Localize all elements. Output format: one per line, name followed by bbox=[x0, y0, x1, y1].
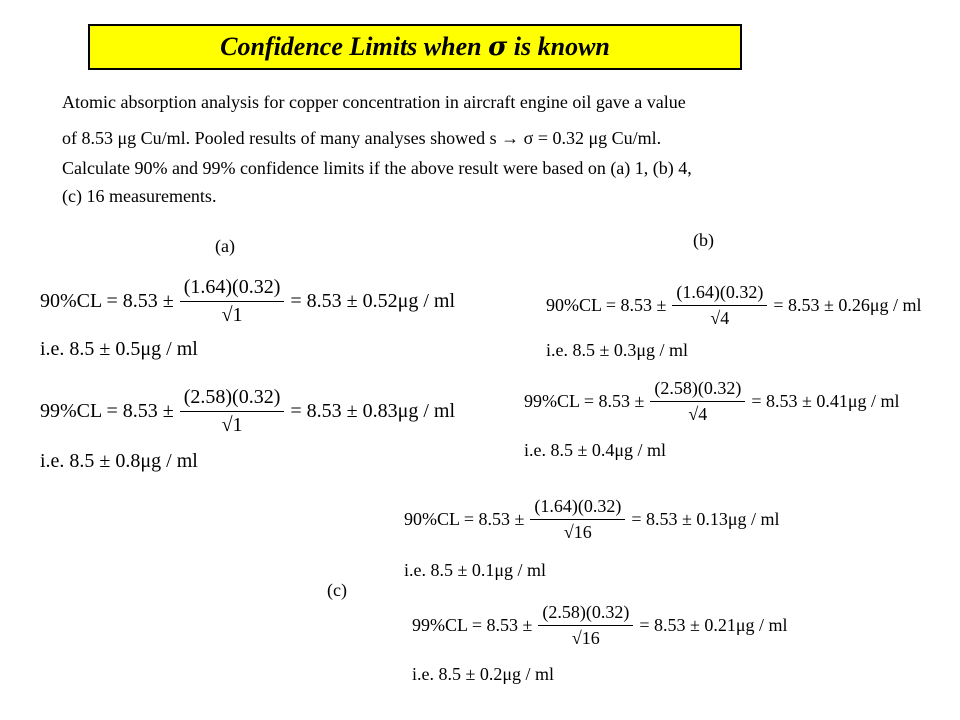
ie-a-99: i.e. 8.5 ± 0.8μg / ml bbox=[40, 450, 198, 472]
equation-c-90 bbox=[404, 496, 780, 543]
eq-lhs: 99%CL = 8.53 ± bbox=[40, 400, 174, 422]
equation-a-90 bbox=[40, 276, 455, 327]
ie-c-99: i.e. 8.5 ± 0.2μg / ml bbox=[412, 664, 555, 684]
eq-lhs: 90%CL = 8.53 ± bbox=[404, 509, 525, 529]
title-banner bbox=[88, 24, 742, 70]
eq-rhs: = 8.53 ± 0.52μg / ml bbox=[290, 290, 456, 312]
label-b: (b) bbox=[693, 230, 714, 250]
eq-lhs: 99%CL = 8.53 ± bbox=[524, 391, 645, 411]
eq-rhs: = 8.53 ± 0.83μg / ml bbox=[290, 400, 456, 422]
numerator: (2.58)(0.32) bbox=[180, 386, 285, 412]
eq-rhs: = 8.53 ± 0.41μg / ml bbox=[751, 391, 900, 411]
fraction bbox=[538, 602, 633, 649]
fraction bbox=[650, 378, 745, 425]
numerator: (2.58)(0.32) bbox=[650, 378, 745, 402]
problem-line-4: (c) 16 measurements. bbox=[62, 186, 217, 206]
title-sigma: σ bbox=[488, 32, 508, 62]
problem-line-3: Calculate 90% and 99% confidence limits if the above result were based on (a) 1, (b) 4, bbox=[62, 158, 692, 178]
denominator: √16 bbox=[563, 522, 592, 542]
ie-b-99: i.e. 8.5 ± 0.4μg / ml bbox=[524, 440, 667, 460]
denominator: √4 bbox=[688, 404, 708, 424]
problem-line-2: of 8.53 μg Cu/ml. Pooled results of many analyses showed s → σ = 0.32 μg Cu/ml. bbox=[62, 128, 662, 148]
denominator: √1 bbox=[221, 414, 243, 436]
fraction bbox=[672, 282, 767, 329]
equation-b-99 bbox=[524, 378, 900, 425]
problem-line-1: Atomic absorption analysis for copper concentration in aircraft engine oil gave a value bbox=[62, 92, 686, 112]
eq-lhs: 90%CL = 8.53 ± bbox=[546, 295, 667, 315]
label-c: (c) bbox=[327, 580, 347, 600]
page-title bbox=[220, 32, 610, 62]
numerator: (2.58)(0.32) bbox=[538, 602, 633, 626]
numerator: (1.64)(0.32) bbox=[672, 282, 767, 306]
equation-a-99 bbox=[40, 386, 455, 437]
eq-rhs: = 8.53 ± 0.13μg / ml bbox=[631, 509, 780, 529]
equation-c-99 bbox=[412, 602, 788, 649]
label-a: (a) bbox=[215, 236, 235, 256]
fraction bbox=[180, 386, 285, 437]
denominator: √16 bbox=[571, 628, 600, 648]
equation-b-90 bbox=[546, 282, 922, 329]
eq-rhs: = 8.53 ± 0.26μg / ml bbox=[773, 295, 922, 315]
ie-c-90: i.e. 8.5 ± 0.1μg / ml bbox=[404, 560, 547, 580]
title-text-after: is known bbox=[507, 32, 610, 61]
denominator: √4 bbox=[710, 308, 730, 328]
eq-lhs: 90%CL = 8.53 ± bbox=[40, 290, 174, 312]
denominator: √1 bbox=[221, 304, 243, 326]
fraction bbox=[180, 276, 285, 327]
eq-rhs: = 8.53 ± 0.21μg / ml bbox=[639, 615, 788, 635]
fraction bbox=[530, 496, 625, 543]
numerator: (1.64)(0.32) bbox=[180, 276, 285, 302]
numerator: (1.64)(0.32) bbox=[530, 496, 625, 520]
title-text-before: Confidence Limits when bbox=[220, 32, 489, 61]
ie-a-90: i.e. 8.5 ± 0.5μg / ml bbox=[40, 338, 198, 360]
eq-lhs: 99%CL = 8.53 ± bbox=[412, 615, 533, 635]
ie-b-90: i.e. 8.5 ± 0.3μg / ml bbox=[546, 340, 689, 360]
